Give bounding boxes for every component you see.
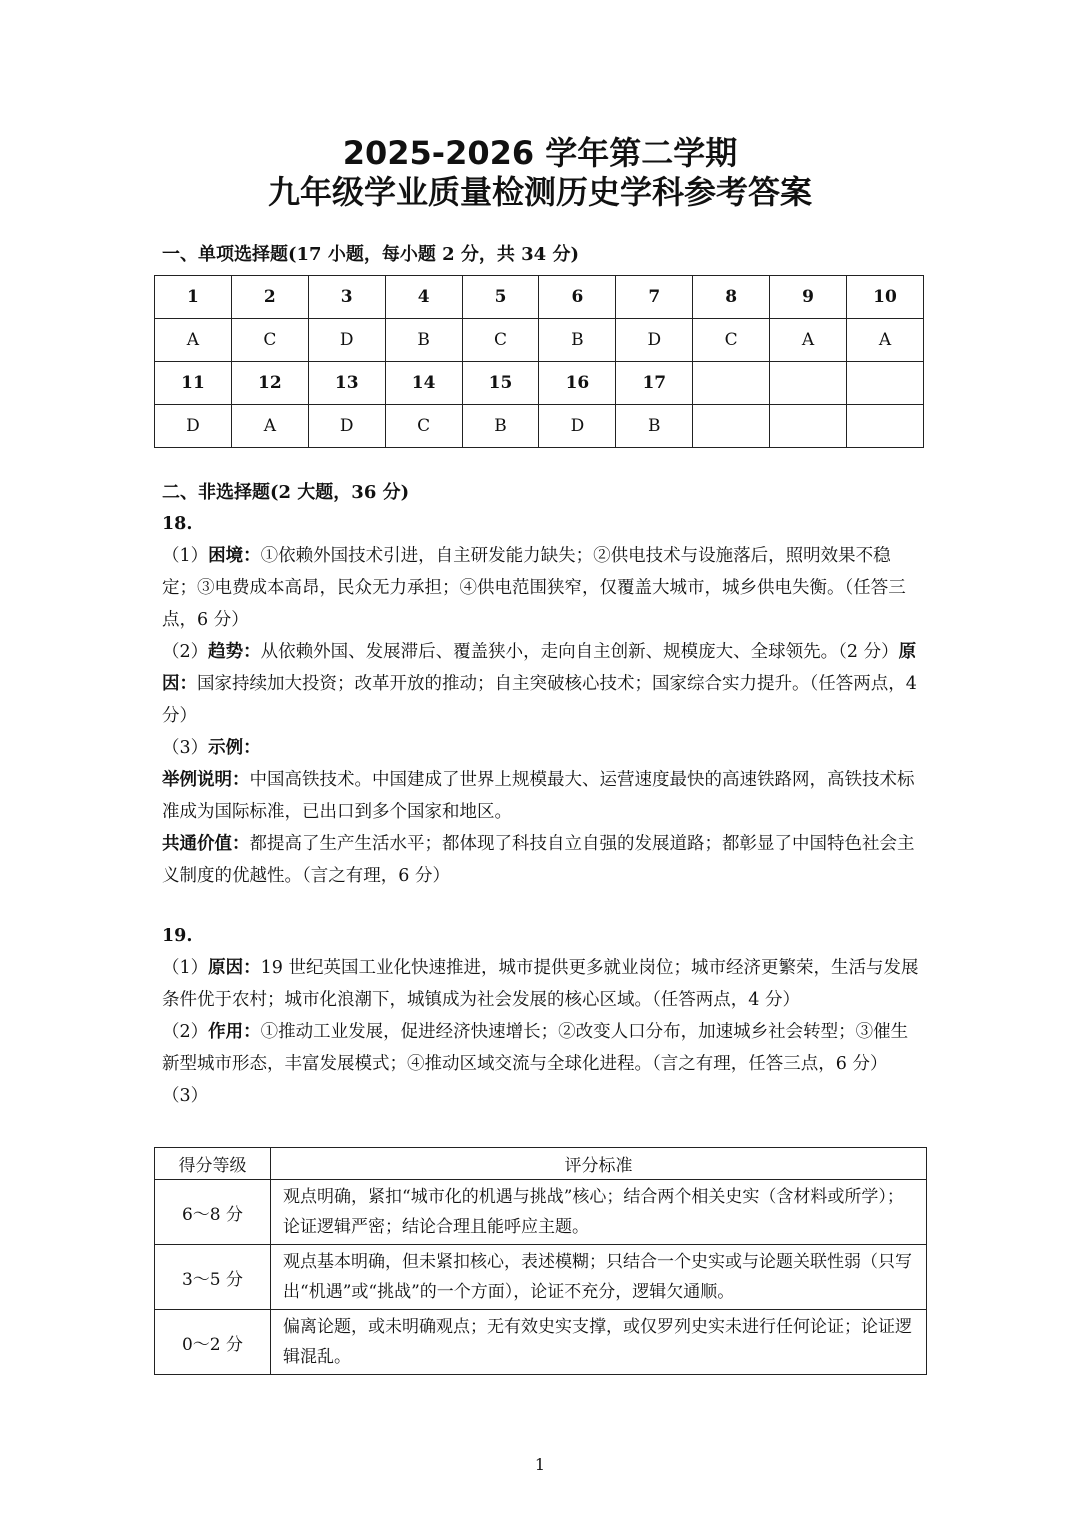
q18-part2 (162, 636, 922, 732)
grading-row (155, 1310, 927, 1375)
grade-level: 0～2 分 (155, 1310, 271, 1375)
answer-row (155, 405, 924, 448)
answer-cell: D (308, 405, 385, 448)
q18-part2-text: 从依赖外国、发展滞后、覆盖狭小，走向自主创新、规模庞大、全球领先。（2 分） (260, 642, 899, 662)
question-number-row (155, 276, 924, 319)
answer-cell: B (462, 405, 539, 448)
question-number-row (155, 362, 924, 405)
grading-table (154, 1147, 927, 1375)
question-number-cell: 16 (539, 362, 616, 405)
grade-standard: 观点基本明确，但未紧扣核心，表述模糊；只结合一个史实或与论题关联性弱（只写出“机遇”或“挑战”的一个方面），论证不充分，逻辑欠通顺。 (271, 1245, 927, 1310)
page-title-line2: 九年级学业质量检测历史学科参考答案 (267, 173, 812, 211)
question-number-cell: 1 (155, 276, 232, 319)
question-number-cell: 11 (155, 362, 232, 405)
answer-cell (693, 405, 770, 448)
answer-cell: B (539, 319, 616, 362)
q18-part3 (162, 732, 922, 764)
question-number-cell: 2 (231, 276, 308, 319)
q18-number: 18. (162, 514, 193, 534)
answer-cell: A (847, 319, 924, 362)
answer-cell (847, 405, 924, 448)
grade-standard: 偏离论题，或未明确观点；无有效史实支撑，或仅罗列史实未进行任何论证；论证逻辑混乱。 (271, 1310, 927, 1375)
q19-part1-prefix: （1） (162, 958, 209, 978)
q18-example (162, 764, 922, 828)
q18-value (162, 828, 922, 892)
question-number-cell: 9 (770, 276, 847, 319)
grade-level: 6～8 分 (155, 1180, 271, 1245)
q18-example-text: 中国高铁技术。中国建成了世界上规模最大、运营速度最快的高速铁路网，高铁技术标准成为国际标准，已出口到多个国家和地区。 (162, 770, 915, 822)
question-number-cell: 15 (462, 362, 539, 405)
question-number-cell (770, 362, 847, 405)
question-number-cell (693, 362, 770, 405)
q18-part2-prefix: （2） (162, 642, 209, 662)
grading-row (155, 1180, 927, 1245)
q19-part1-text: 19 世纪英国工业化快速推进，城市提供更多就业岗位；城市经济更繁荣，生活与发展条件优于农村；城市化浪潮下，城镇成为社会发展的核心区域。（任答两点，4 分） (162, 958, 919, 1010)
answer-cell: A (770, 319, 847, 362)
grade-level: 3～5 分 (155, 1245, 271, 1310)
question-19 (162, 920, 922, 1112)
question-number-cell: 17 (616, 362, 693, 405)
grading-row (155, 1245, 927, 1310)
answer-cell (770, 405, 847, 448)
answer-cell: C (231, 319, 308, 362)
answer-cell: D (539, 405, 616, 448)
header-level: 得分等级 (155, 1148, 271, 1180)
question-number-cell: 5 (462, 276, 539, 319)
q19-number: 19. (162, 926, 193, 946)
question-number-cell: 4 (385, 276, 462, 319)
q18-part2-label2: 原因： (162, 642, 917, 694)
q18-example-label: 举例说明： (162, 770, 250, 790)
answer-cell: B (385, 319, 462, 362)
q19-part2-prefix: （2） (162, 1022, 209, 1042)
q19-part2 (162, 1016, 922, 1080)
q19-part1 (162, 952, 922, 1016)
grading-table-header (155, 1148, 927, 1180)
answer-cell: A (155, 319, 232, 362)
section1-heading: 一、单项选择题(17 小题，每小题 2 分，共 34 分) (162, 244, 579, 265)
q18-part1 (162, 540, 922, 636)
answer-cell: D (308, 319, 385, 362)
answer-row (155, 319, 924, 362)
q18-part3-label: 示例： (208, 738, 261, 758)
question-number-cell (847, 362, 924, 405)
q19-part1-label: 原因： (208, 958, 261, 978)
question-number-cell: 12 (231, 362, 308, 405)
question-number-cell: 6 (539, 276, 616, 319)
answer-cell: B (616, 405, 693, 448)
page-number: 1 (534, 1455, 546, 1474)
question-number-cell: 13 (308, 362, 385, 405)
q18-part1-text: ①依赖外国技术引进，自主研发能力缺失；②供电技术与设施落后，照明效果不稳定；③电费成本高昂，民众无力承担；④供电范围狭窄，仅覆盖大城市，城乡供电失衡。（任答三点，6 分） (162, 546, 906, 630)
q18-value-label: 共通价值： (162, 834, 250, 854)
question-number-cell: 8 (693, 276, 770, 319)
question-number-cell: 14 (385, 362, 462, 405)
q19-part3: （3） (162, 1086, 209, 1106)
header-standard: 评分标准 (271, 1148, 927, 1180)
answer-cell: D (616, 319, 693, 362)
page-title-line1: 2025-2026 学年第二学期 (342, 134, 738, 172)
answer-cell: C (385, 405, 462, 448)
answer-cell: D (155, 405, 232, 448)
question-number-cell: 7 (616, 276, 693, 319)
q18-value-text: 都提高了生产生活水平；都体现了科技自立自强的发展道路；都彰显了中国特色社会主义制度的优越性。（言之有理，6 分） (162, 834, 915, 886)
q19-part2-text: ①推动工业发展，促进经济快速增长；②改变人口分布，加速城乡社会转型；③催生新型城市形态，丰富发展模式；④推动区域交流与全球化进程。（言之有理，任答三点，6 分） (162, 1022, 909, 1074)
grade-standard: 观点明确，紧扣“城市化的机遇与挑战”核心；结合两个相关史实（含材料或所学）；论证逻辑严密；结论合理且能呼应主题。 (271, 1180, 927, 1245)
answer-cell: C (693, 319, 770, 362)
q18-part1-prefix: （1） (162, 546, 209, 566)
question-number-cell: 10 (847, 276, 924, 319)
answer-table (154, 275, 924, 448)
q18-part2-label: 趋势： (208, 642, 261, 662)
section2-heading: 二、非选择题(2 大题，36 分) (162, 482, 410, 503)
question-18 (162, 508, 922, 892)
q18-part2-text2: 国家持续加大投资；改革开放的推动；自主突破核心技术；国家综合实力提升。（任答两点，4 分） (162, 674, 917, 726)
q19-part2-label: 作用： (208, 1022, 261, 1042)
answer-cell: C (462, 319, 539, 362)
question-number-cell: 3 (308, 276, 385, 319)
q18-part1-label: 困境： (208, 546, 261, 566)
q18-part3-prefix: （3） (162, 738, 209, 758)
answer-cell: A (231, 405, 308, 448)
